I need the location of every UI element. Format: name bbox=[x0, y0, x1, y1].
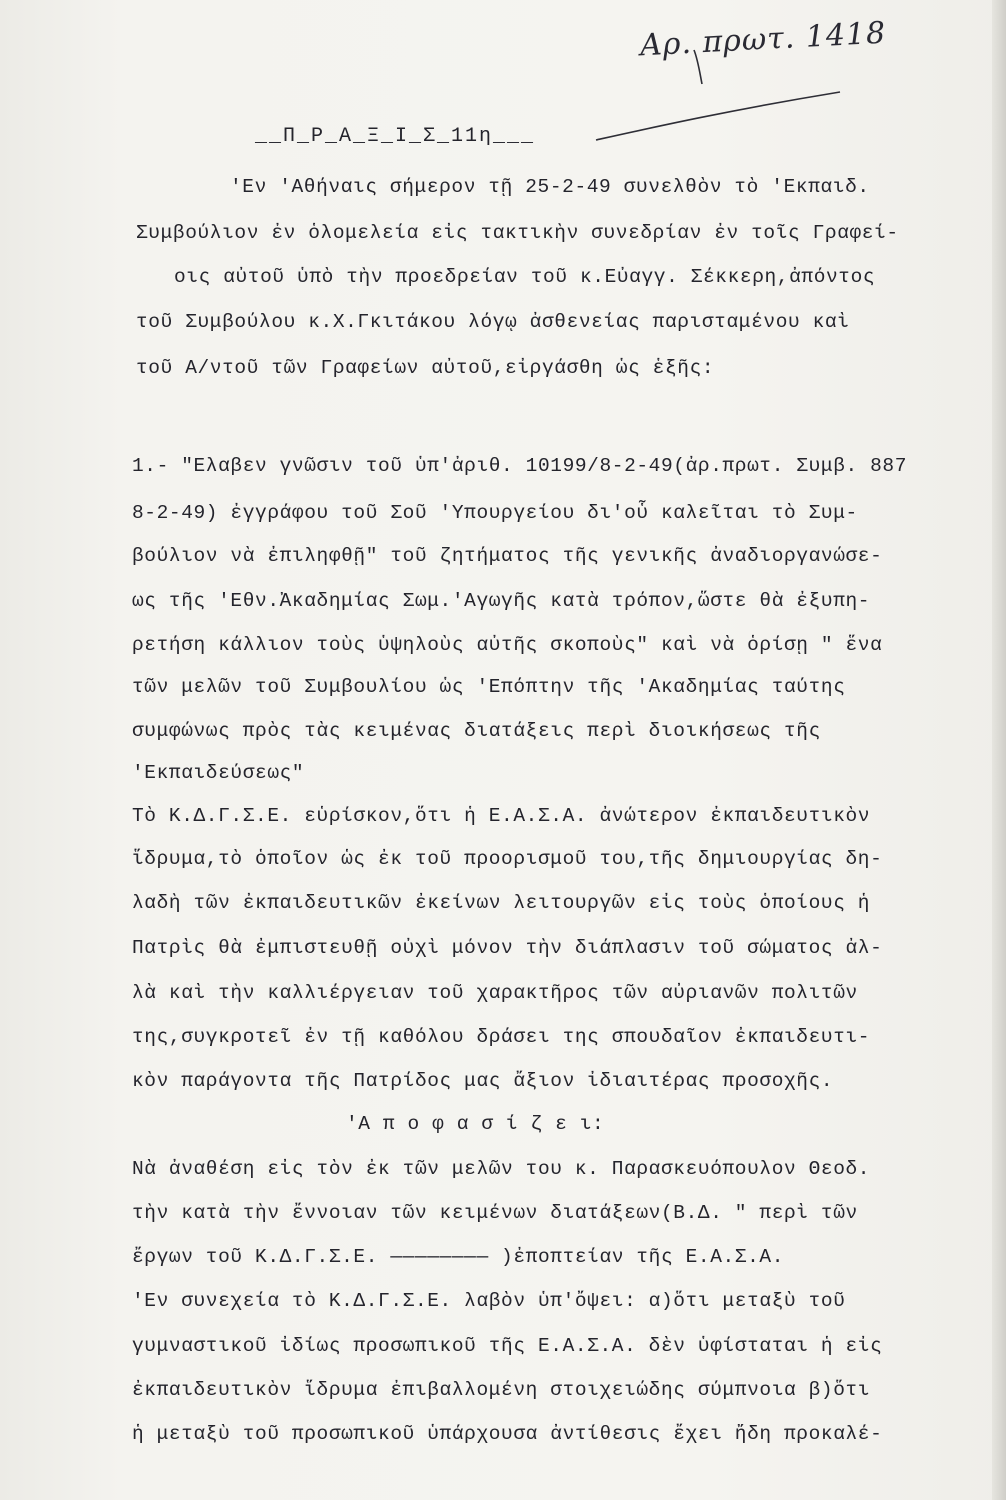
body-line: 8-2-49) ἐγγράφου τοῦ Σοῦ 'Υπουργείου δι'οὗ καλεῖται τὸ Συμ- bbox=[132, 502, 858, 524]
body-line: της,συγκροτεῖ ἐν τῇ καθόλου δράσει της σπουδαῖον ἐκπαιδευτι- bbox=[132, 1026, 871, 1048]
handwritten-underline-stroke bbox=[590, 40, 850, 150]
page-edge bbox=[992, 0, 1006, 1500]
body-line: ἵδρυμα,τὸ ὁποῖον ὡς ἐκ τοῦ προορισμοῦ του,τῆς δημιουργίας δη- bbox=[132, 848, 883, 870]
body-line: λὰ καὶ τὴν καλλιέργειαν τοῦ χαρακτῆρος τῶν αὐριανῶν πολιτῶν bbox=[132, 982, 858, 1004]
body-line: 'Εκπαιδεύσεως" bbox=[132, 762, 305, 784]
document-title: __Π_Ρ_Α_Ξ_Ι_Σ_11η___ bbox=[255, 125, 536, 148]
body-line: Συμβούλιον ἐν ὁλομελεία εἰς τακτικὴν συνεδρίαν ἐν τοῖς Γραφεί- bbox=[136, 222, 899, 244]
body-line: 'Εν συνεχεία τὸ Κ.Δ.Γ.Σ.Ε. λαβὸν ὑπ'ὄψει: α)ὅτι μεταξὺ τοῦ bbox=[132, 1290, 846, 1312]
body-line: τοῦ Συμβούλου κ.Χ.Γκιτάκου λόγῳ ἀσθενείας παρισταμένου καὶ bbox=[136, 311, 850, 333]
body-line: 1.- "Ελαβεν γνῶσιν τοῦ ὑπ'ἀριθ. 10199/8-2-49(ἀρ.πρωτ. Συμβ. 887 bbox=[132, 455, 908, 477]
body-line: λαδὴ τῶν ἐκπαιδευτικῶν ἐκείνων λειτουργῶν εἰς τοὺς ὁποίους ἡ bbox=[132, 892, 871, 914]
body-line: συμφώνως πρὸς τὰς κειμένας διατάξεις περὶ διοικήσεως τῆς bbox=[132, 720, 821, 742]
body-line: βούλιον νὰ ἐπιληφθῇ" τοῦ ζητήματος τῆς γενικῆς ἀναδιοργανώσε- bbox=[132, 545, 883, 567]
body-line: γυμναστικοῦ ἰδίως προσωπικοῦ τῆς Ε.Α.Σ.Α. δὲν ὑφίσταται ἡ εἰς bbox=[132, 1335, 883, 1357]
body-line: ἡ μεταξὺ τοῦ προσωπικοῦ ὑπάρχουσα ἀντίθεσις ἔχει ἤδη προκαλέ- bbox=[132, 1423, 883, 1445]
body-line: Νὰ ἀναθέση εἰς τὸν ἐκ τῶν μελῶν του κ. Παρασκευόπουλον Θεοδ. bbox=[132, 1158, 871, 1180]
body-line: ἐκπαιδευτικὸν ἵδρυμα ἐπιβαλλομένη στοιχειώδης σύμπνοια β)ὅτι bbox=[132, 1379, 871, 1401]
body-line: οις αὐτοῦ ὑπὸ τὴν προεδρείαν τοῦ κ.Εὐαγγ. Σέκκερη,ἀπόντος bbox=[174, 266, 876, 288]
body-line: τὴν κατὰ τὴν ἔννοιαν τῶν κειμένων διατάξεων(Β.Δ. " περὶ τῶν bbox=[132, 1202, 858, 1224]
body-line: Τὸ Κ.Δ.Γ.Σ.Ε. εὑρίσκον,ὅτι ἡ Ε.Α.Σ.Α. ἀνώτερον ἐκπαιδευτικὸν bbox=[132, 805, 871, 827]
body-line: κὸν παράγοντα τῆς Πατρίδος μας ἄξιον ἰδιαιτέρας προσοχῆς. bbox=[132, 1070, 834, 1092]
decision-heading: 'Α π ο φ α σ ί ζ ε ι: bbox=[346, 1113, 605, 1135]
body-line: ἔργων τοῦ Κ.Δ.Γ.Σ.Ε. ———————— )ἐποπτείαν τῆς Ε.Α.Σ.Α. bbox=[132, 1246, 785, 1268]
body-line: ρετήση κάλλιον τοὺς ὑψηλοὺς αὐτῆς σκοποὺς" καὶ νὰ ὁρίσῃ " ἕνα bbox=[132, 634, 883, 656]
body-line: τῶν μελῶν τοῦ Συμβουλίου ὡς 'Επόπτην τῆς 'Ακαδημίας ταύτης bbox=[132, 676, 846, 698]
body-line: 'Εν 'Αθήναις σήμερον τῇ 25-2-49 συνελθὸν τὸ 'Εκπαιδ. bbox=[230, 176, 870, 198]
body-line: ως τῆς 'Εθν.Ἀκαδημίας Σωμ.'Αγωγῆς κατὰ τρόπον,ὥστε θὰ ἐξυπη- bbox=[132, 590, 871, 612]
body-line: τοῦ Α/ντοῦ τῶν Γραφείων αὐτοῦ,εἰργάσθη ὡς ἑξῆς: bbox=[136, 357, 715, 379]
handwritten-protocol-number: Αρ. πρωτ. 1418 bbox=[639, 15, 887, 64]
body-line: Πατρὶς θὰ ἐμπιστευθῇ οὐχὶ μόνον τὴν διάπλασιν τοῦ σώματος ἀλ- bbox=[132, 937, 883, 959]
